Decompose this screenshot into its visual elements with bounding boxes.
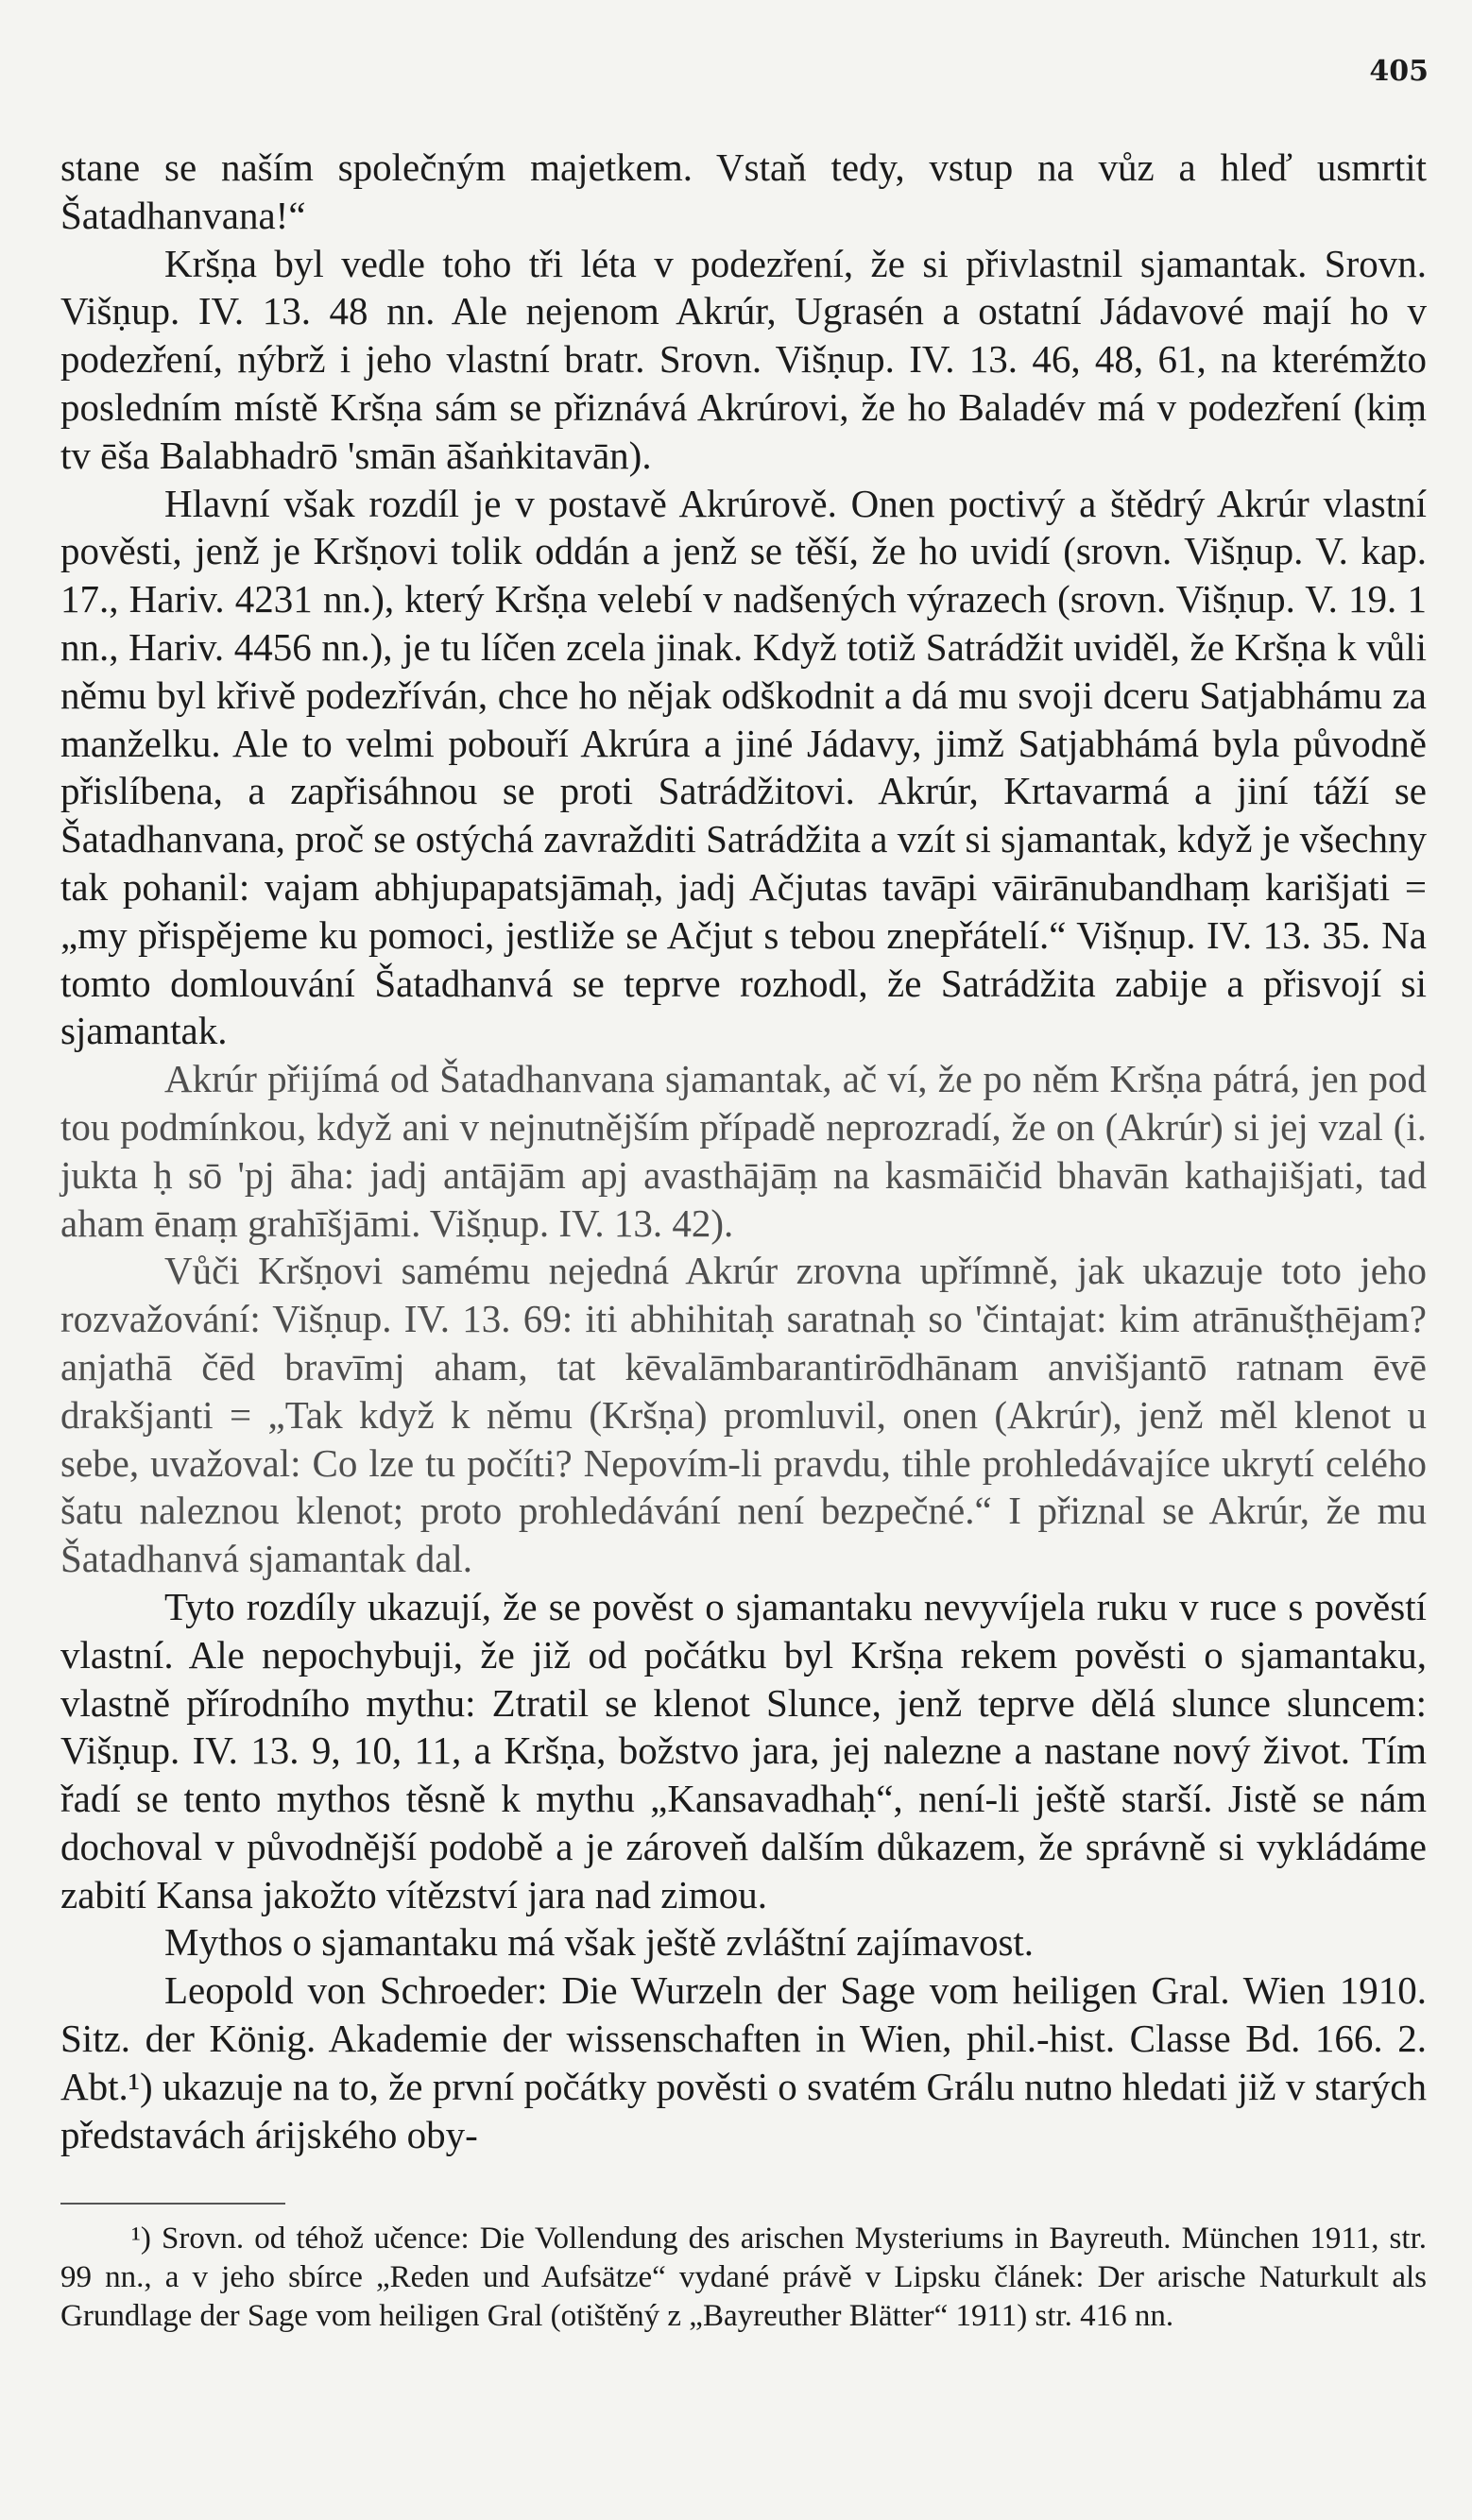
body-text (60, 144, 1427, 2158)
paragraph-5: Vůči Kršṇovi samému nejedná Akrúr zrovna upřímně, jak ukazuje toto jeho rozvažování: Višṇup. IV. 13. 69: iti abhihitaḥ saratnaḥ so 'čintajat: kim atrānušṭhējam? anjathā čēd bravīmj aham, tat kēvalāmbarantirōdhānam anvišjantō ratnam ēvē drakšjanti = „Tak když k němu (Kršṇa) promluvil, onen (Akrúr), jenž měl klenot u sebe, uvažoval: Co lze tu počíti? Nepovím-li pravdu, tihle prohledávajíce ukrytí celého šatu naleznou klenot; proto prohledávání není bezpečné.“ I přiznal se Akrúr, že mu Šatadhanvá sjamantak dal. (60, 1249, 1427, 1581)
paragraph-3: Hlavní však rozdíl je v postavě Akrúrově. Onen poctivý a štědrý Akrúr vlastní pověsti, jenž je Kršṇovi tolik oddán a jenž se těší, že ho uvidí (srovn. Višṇup. V. kap. 17., Hariv. 4231 nn.), který Kršṇa velebí v nadšených výrazech (srovn. Višṇup. V. 19. 1 nn., Hariv. 4456 nn.), je tu líčen zcela jinak. Když totiž Satrádžit uviděl, že Kršṇa k vůli němu byl křivě podezříván, chce ho nějak odškodnit a dá mu svoji dceru Satjabhámu za manželku. Ale to velmi pobouří Akrúra a jiné Jádavy, jimž Satjabhámá byla původně přislíbena, a zapřisáhnou se proti Satrádžitovi. Akrúr, Krtavarmá a jiní táží se Šatadhanvana, proč se ostýchá zavražditi Satrádžita a vzít si sjamantak, když je všechny tak pohanil: vajam abhjupapatsjāmaḥ, jadj Ačjutas tavāpi vāirānubandhaṃ karišjati = „my přispějeme ku pomoci, jestliže se Ačjut s tebou znepřátelí.“ Višṇup. IV. 13. 35. Na tomto domlouvání Šatadhanvá se teprve rozhodl, že Satrádžita zabije a přisvojí si sjamantak. (60, 481, 1427, 1053)
paragraph-6: Tyto rozdíly ukazují, že se pověst o sjamantaku nevyvíjela ruku v ruce s pověstí vlastní. Ale nepochybuji, že již od počátku byl Kršṇa rekem pověsti o sjamantaku, vlastně přírodního mythu: Ztratil se klenot Slunce, jenž teprve dělá slunce sluncem: Višṇup. IV. 13. 9, 10, 11, a Kršṇa, božstvo jara, jej nalezne a nastane nový život. Tím řadí se tento mythos těsně k mythu „Kansavadhaḥ“, není-li ještě starší. Jistě se nám dochoval v původnější podobě a je zároveň dalším důkazem, že správně si vykládáme zabití Kansa jakožto vítězství jara nad zimou. (60, 1584, 1427, 1916)
paragraph-1: stane se naším společným majetkem. Vstaň tedy, vstup na vůz a hleď usmrtit Šatadhanvana!“ (60, 145, 1427, 237)
footnote-divider (60, 2203, 285, 2205)
footnotes (60, 2220, 1427, 2336)
paragraph-8: Leopold von Schroeder: Die Wurzeln der Sage vom heiligen Gral. Wien 1910. Sitz. der König. Akademie der wissenschaften in Wien, phil.-hist. Classe Bd. 166. 2. Abt.¹) ukazuje na to, že první počátky pověsti o svatém Grálu nutno hledati již v starých představách árijského oby- (60, 1968, 1427, 2156)
page-number: 405 (1369, 55, 1429, 88)
paragraph-7: Mythos o sjamantaku má však ještě zvláštní zajímavost. (164, 1920, 1035, 1965)
paragraph-4: Akrúr přijímá od Šatadhanvana sjamantak, ač ví, že po něm Kršṇa pátrá, jen pod tou podmínkou, když ani v nejnutnějším případě neprozradí, že on (Akrúr) si jej vzal (i. jukta ḥ sō 'pj āha: jadj antājām apj avasthājāṃ na kasmāičid bhavān kathajišjati, tad aham ēnaṃ grahīšjāmi. Višṇup. IV. 13. 42). (60, 1057, 1427, 1245)
footnote-1: ¹) Srovn. od téhož učence: Die Vollendung des arischen Mysteriums in Bayreuth. München 1911, str. 99 nn., a v jeho sbírce „Reden und Aufsätze“ vydané právě v Lipsku článek: Der arische Naturkult als Grundlage der Sage vom heiligen Gral (otištěný z „Bayreuther Blätter“ 1911) str. 416 nn. (60, 2222, 1427, 2333)
paragraph-2: Kršṇa byl vedle toho tři léta v podezření, že si přivlastnil sjamantak. Srovn. Višṇup. IV. 13. 48 nn. Ale nejenom Akrúr, Ugrasén a ostatní Jádavové mají ho v podezření, nýbrž i jeho vlastní bratr. Srovn. Višṇup. IV. 13. 46, 48, 61, na kterémžto posledním místě Kršṇa sám se přiznává Akrúrovi, že ho Baladév má v podezření (kiṃ tv ēša Balabhadrō 'smān āšaṅkitavān). (60, 241, 1427, 477)
